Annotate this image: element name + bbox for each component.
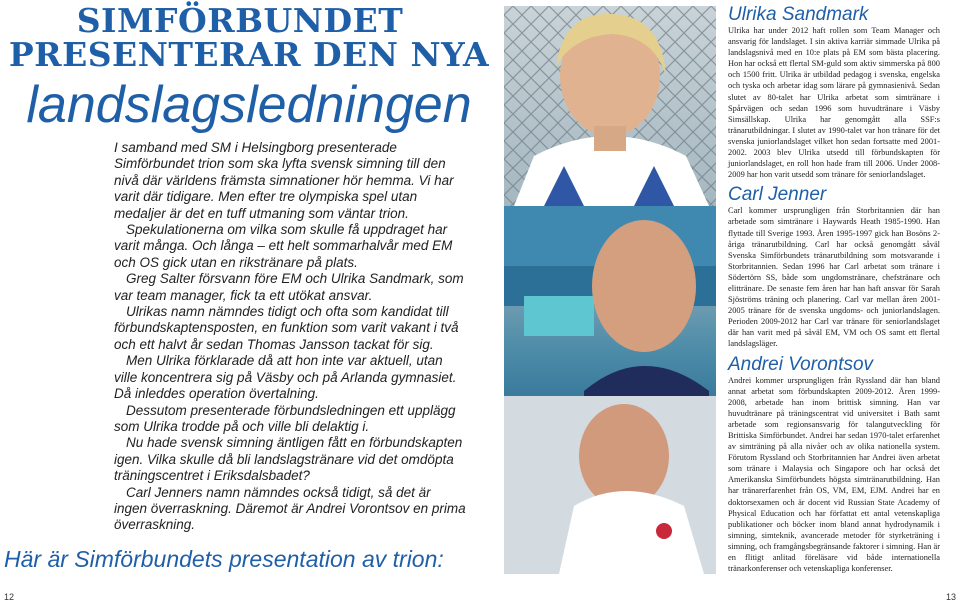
intro-paragraph: Ulrikas namn nämndes tidigt och ofta som kandidat till förbundskaptensposten, en funktion som varit vakant i två och ett halvt år sedan Thomas Jansson tackat för sig. [114,304,459,352]
intro-text [114,140,466,534]
intro-paragraph: Greg Salter försvann före EM och Ulrika Sandmark, som var team manager, fick ta ett utökat ansvar. [114,271,464,303]
trio-presentation-heading: Här är Simförbundets presentation av trion: [4,546,444,572]
intro-paragraph: Men Ulrika förklarade då att hon inte var aktuell, utan ville koncentrera sig på Väsby och på Arlanda gymnasiet. Då inleddes operation övertalning. [114,353,457,402]
page-number-left: 12 [4,592,15,602]
profile-andrei [728,354,940,575]
profile-carl [728,184,940,349]
page-number-right: 13 [945,592,956,602]
profile-text: Andrei kommer ursprungligen från Ryssland där han bland annat arbetat som förbundskapten 2009-2012. Åren 1999-2008, arbetade han inom brittisk simning. Han var huvudtränare på träningscentrat vid universitet i Bath samt arbetade som regionsansvarig för talangutveckling för Brittiska Simförbundet. Andrei har sedan 1970-talet erfarenhet av simträning på alla nivåer och av olika nationella system. Förutom Ryssland och Storbritannien har Andrei även arbetat som tränare i Malaysia och Singapore och har också det Amerikanska Simförbundets högsta simtränarutbildning. Han har tränarerfarenhet från OS, VM, EM, EJM. Andrei har en doktorsexamen och är docent vid Russian State Academy of Physical Education och har författat ett antal vetenskapliga publikationer och böcker inom bland annat hydrodynamik i simning, simteknik, avancerade metoder för styrketräning i simning, och framgångsbegränsande faktorer i simning. Han är en flitigt anlitad föreläsare vid både internationella tränarkonferenser och vetenskapliga konferenser. [728,375,940,574]
profile-name: Carl Jenner [728,184,827,206]
headline [4,1,494,134]
intro-paragraph: Spekulationerna om vilka som skulle få uppdraget har varit många. Och långa – ett helt sommarhalvår med EM och OS gick utan en rikstränare på plats. [114,222,453,270]
headline-line-3: landslagsledningen [26,76,472,134]
headline-line-1: SIMFÖRBUNDET [76,1,404,40]
profile-text: Carl kommer ursprungligen från Storbritannien där han arbetade som simtränare i Haywards Heath 1985-1990. Han flyttade till Sverige 1993. Åren 1995-1997 gick han Bosöns 2-åriga tränarutbildning. Carl har också genomgått såväl Svenska Simförbundets tränarutbildning som motsvarande i Storbritannien. Sedan 1996 har Carl arbetat som tränare i Södertörn SS, både som ungdomstränare, chefstränare och elittränare. De senaste fem åren har han haft ansvar för Sarah Sjöströms träning och planering. Carl var mellan åren 2001-2005 tränare för de svenska ungdoms- och juniorlandslagen. Perioden 2009-2012 har Carl var tränare för seniorlandslaget där han varit med på såväl EM, VM och OS samt ett flertal landslagsläger. [728,206,940,349]
profile-name: Ulrika Sandmark [728,4,869,25]
intro-paragraph: Dessutom presenterade förbundsledningen ett upplägg som Ulrika trodde på och ville bli delaktig i. [114,402,456,434]
coaches-photo [504,6,716,574]
headline-line-2: PRESENTERAR DEN NYA [8,35,490,74]
profiles-column [728,4,940,578]
intro-paragraph: I samband med SM i Helsingborg presenterade Simförbundet trion som ska lyfta svensk simning till den nivå där världens främsta simnationer hör hemma. Vi har varit där tidigare. Men efter tre olympiska spel utan medaljer är det en tuff utmaning som väntar trion. [114,140,454,221]
profile-text: Ulrika har under 2012 haft rollen som Team Manager och ansvarig för landslaget. I sin aktiva karriär simmade Ulrika på landslagsnivå med en 10:e plats på EM som bästa placering. Hon har också ett flertal SM-guld som aktiv simmerska på 800 och 1500 fritt. Ulrika är utbildad pedagog i svenska, engelska och tyska och arbetar idag som lärare på gymnasienivå. Sedan slutet av 80-talet har Ulrika arbetat som simtränare i Spårvägen och sedan 1996 som huvudtränare i Väsby Simsällskap. Ulrika har genomgått alla SSF:s tränarutbildningar. I slutet av 1990-talet var hon tränare för det svenska juniorlandslaget vilket hon sedan fortsatte med 2001-2002. 2003 blev Ulrika utsedd till förbundskapten för juniorlandslaget, en roll hon hade fram till 2006. Under 2008-2009 har hon varit utsedd som tränare för seniorlandslaget. [728,26,940,180]
profile-name: Andrei Vorontsov [728,353,874,375]
intro-paragraph: Carl Jenners namn nämndes också tidigt, så det är ingen överraskning. Däremot är Andrei Vorontsov en prima överraskning. [114,484,466,533]
photo-collage [504,6,716,574]
profile-ulrika [728,4,940,180]
intro-paragraph: Nu hade svensk simning äntligen fått en förbundskapten igen. Vilka skulle då bli landslagstränare vid det omdöpta träningscentret i Eriksdalsbadet? [114,435,463,484]
